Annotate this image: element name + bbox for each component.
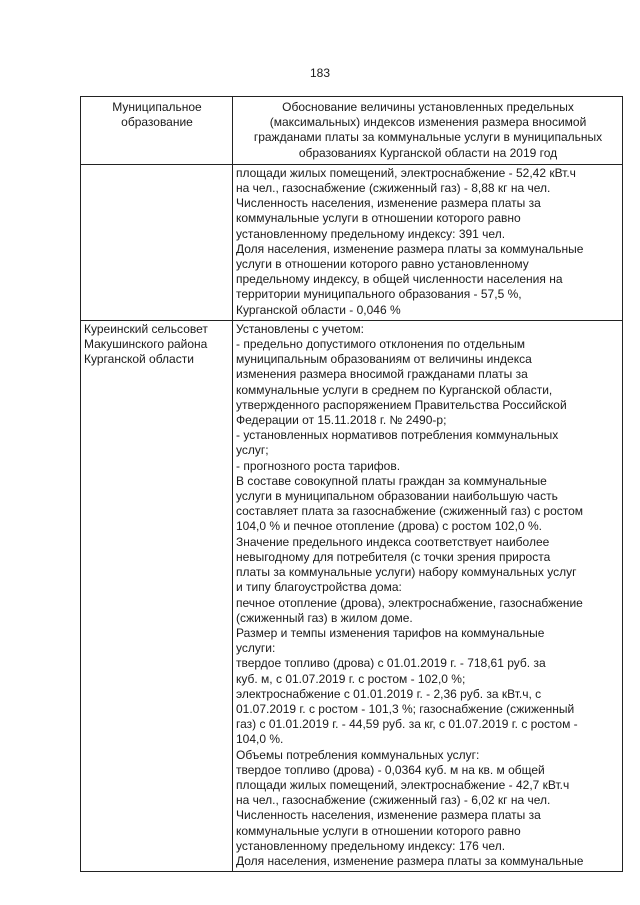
text-line: утвержденного распоряжением Правительства Российской	[236, 397, 567, 412]
header-justification-line: гражданами платы за коммунальные услуги в муниципальных	[253, 130, 603, 145]
text-line: 104,0 % и печное отопление (дрова) с ростом 102,0 %.	[236, 519, 542, 534]
text-line: на чел., газоснабжение (сжиженный газ) - 6,02 кг на чел.	[236, 793, 551, 808]
text-line: Значение предельного индекса соответствует наиболее	[236, 534, 550, 549]
text-line: платы за коммунальные услуги) набору коммунальных услуг	[236, 565, 577, 580]
text-line: и типу благоустройства дома:	[236, 580, 402, 595]
text-line: Размер и темпы изменения тарифов на коммунальные	[236, 625, 545, 640]
table-row-kureinsky	[81, 320, 623, 871]
header-justification-line: (максимальных) индексов изменения размера вносимой	[269, 115, 587, 130]
header-municipality-line: Муниципальное	[112, 100, 202, 114]
text-line: Курганской области - 0,046 %	[236, 302, 401, 317]
text-line: - предельно допустимого отклонения по отдельным	[236, 337, 525, 352]
text-line: (сжиженный газ) в жилом доме.	[236, 610, 413, 625]
text-line: твердое топливо (дрова) - 0,0364 куб. м на кв. м общей	[236, 762, 545, 777]
table-row-continued	[81, 164, 623, 320]
text-line: установленному предельному индексу: 391 чел.	[236, 226, 506, 241]
text-line: Доля населения, изменение размера платы за коммунальные	[236, 853, 584, 868]
text-line: Численность населения, изменение размера платы за	[236, 808, 541, 823]
text-line: В составе совокупной платы граждан за коммунальные	[236, 473, 547, 488]
text-line: Федерации от 15.11.2018 г. № 2490-р;	[236, 413, 447, 428]
text-line: предельному индексу, в общей численности населения на	[236, 272, 563, 287]
text-line: 01.07.2019 г. с ростом - 101,3 %; газоснабжение (сжиженный	[236, 701, 575, 716]
text-line: печное отопление (дрова), электроснабжение, газоснабжение	[236, 595, 583, 610]
text-line: куб. м, с 01.07.2019 г. с ростом - 102,0 %;	[236, 671, 466, 686]
text-line: коммунальные услуги в отношении которого равно	[236, 211, 521, 226]
text-line: услуги:	[236, 641, 276, 656]
text-line: муниципальным образованиям от величины индекса	[236, 352, 532, 367]
text-line: территории муниципального образования - 57,5 %,	[236, 287, 522, 302]
text-line: коммунальные услуги в отношении которого равно	[236, 823, 521, 838]
header-justification-line: образованиях Курганской области на 2019 год	[298, 145, 558, 160]
text-line: установленному предельному индексу: 176 чел.	[236, 838, 506, 853]
text-line: Численность населения, изменение размера платы за	[236, 196, 541, 211]
justification-table	[80, 96, 623, 872]
table-header-row	[81, 97, 623, 165]
municipality-line: Макушинского района	[84, 337, 208, 352]
header-municipality-line: образование	[121, 115, 193, 130]
municipality-cell	[81, 164, 233, 320]
text-line: невыгодному для потребителя (с точки зрения прироста	[236, 549, 551, 564]
text-line: Доля населения, изменение размера платы за коммунальные	[236, 241, 584, 256]
justification-cell	[233, 164, 623, 320]
text-line: Объемы потребления коммунальных услуг:	[236, 747, 480, 762]
text-line: составляет плата за газоснабжение (сжиженный газ) с ростом	[236, 504, 584, 519]
municipality-line: Куреинский сельсовет	[84, 321, 208, 336]
header-municipality	[81, 97, 233, 165]
text-line: коммунальные услуги в среднем по Курганской области,	[236, 382, 553, 397]
text-line: твердое топливо (дрова) с 01.01.2019 г. - 718,61 руб. за	[236, 656, 546, 671]
text-line: электроснабжение с 01.01.2019 г. - 2,36 руб. за кВт.ч, с	[236, 686, 542, 701]
text-line: газ) с 01.01.2019 г. - 44,59 руб. за кг, с 01.07.2019 г. с ростом -	[236, 717, 578, 732]
text-line: на чел., газоснабжение (сжиженный газ) - 8,88 кг на чел.	[236, 181, 551, 196]
municipality-line: Курганской области	[84, 352, 194, 367]
header-justification	[233, 97, 623, 165]
text-line: услуг;	[236, 443, 269, 458]
text-line: - прогнозного роста тарифов.	[236, 458, 401, 473]
justification-cell	[233, 320, 623, 871]
text-line: услуги в отношении которого равно установленному	[236, 257, 529, 272]
text-line: 104,0 %.	[236, 732, 284, 747]
page-number: 183	[309, 66, 331, 80]
text-line: площади жилых помещений, электроснабжение - 42,7 кВт.ч	[236, 777, 570, 792]
text-line: площади жилых помещений, электроснабжение - 52,42 кВт.ч	[236, 165, 576, 180]
header-justification-line: Обоснование величины установленных предельных	[282, 100, 574, 114]
text-line: услуги в муниципальном образовании наибольшую часть	[236, 489, 558, 504]
text-line: Установлены с учетом:	[236, 321, 364, 336]
municipality-cell	[81, 320, 233, 871]
text-line: изменения размера вносимой гражданами платы за	[236, 367, 528, 382]
text-line: - установленных нормативов потребления коммунальных	[236, 428, 559, 443]
